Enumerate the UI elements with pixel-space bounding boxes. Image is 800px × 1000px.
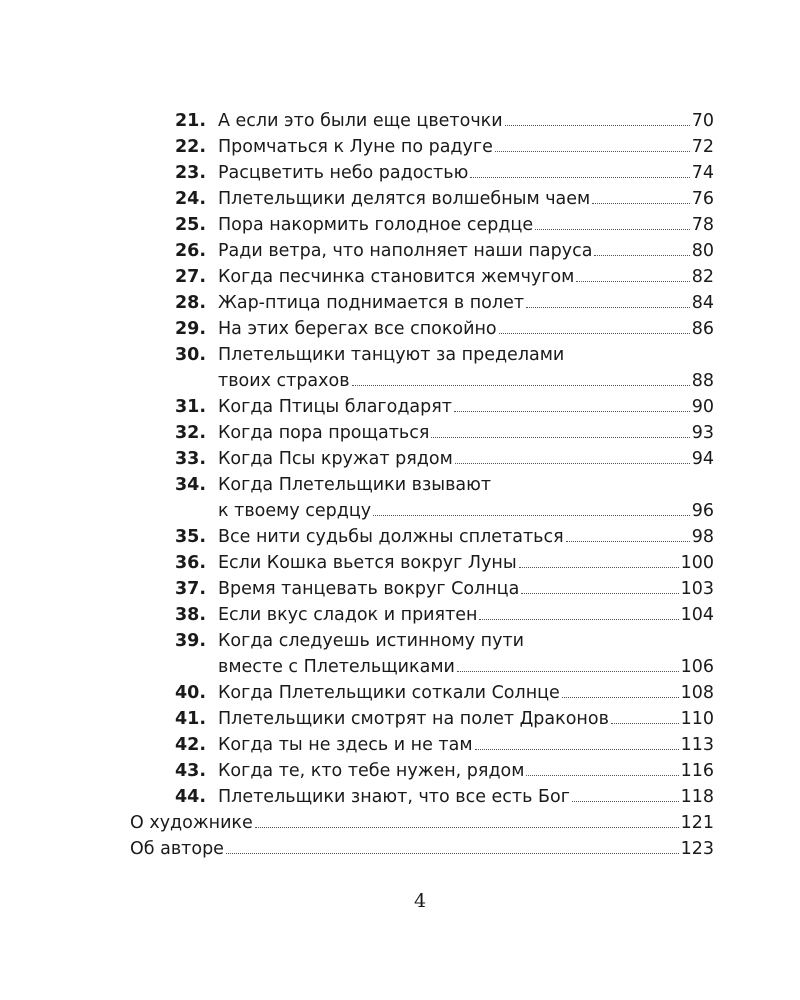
entry-number: 44.	[174, 787, 206, 807]
entry-title: Пора накормить голодное сердце	[218, 215, 534, 235]
entry-title: Когда песчинка становится жемчугом	[218, 267, 575, 287]
entry-number: 28.	[174, 293, 206, 313]
entry-title: Ради ветра, что наполняет наши паруса	[218, 241, 593, 261]
entry-number: 40.	[174, 683, 206, 703]
entry-number: 32.	[174, 423, 206, 443]
dot-leader	[255, 827, 679, 828]
entry-page: 113	[680, 735, 714, 755]
toc-entry	[130, 758, 714, 784]
entry-title: Все нити судьбы должны сплетаться	[218, 527, 564, 547]
dot-leader	[479, 619, 678, 620]
entry-number: 42.	[174, 735, 206, 755]
entry-page: 106	[680, 657, 714, 677]
entry-title: Когда Плетельщики взывают	[218, 475, 492, 495]
entry-title-continuation: к твоему сердцу	[218, 501, 372, 521]
dot-leader	[526, 307, 690, 308]
entry-title: Когда следуешь истинному пути	[218, 631, 525, 651]
entry-page: 98	[691, 527, 714, 547]
entry-number: 25.	[174, 215, 206, 235]
entry-title: Когда Птицы благодарят	[218, 397, 452, 417]
dot-leader	[373, 515, 690, 516]
toc-entry	[130, 134, 714, 160]
toc-entry	[130, 550, 714, 576]
entry-page: 72	[691, 137, 714, 157]
entry-page: 93	[691, 423, 714, 443]
extra-page: 121	[680, 813, 714, 833]
toc-entry	[130, 706, 714, 732]
entry-number: 24.	[174, 189, 206, 209]
entry-title: Когда те, кто тебе нужен, рядом	[218, 761, 525, 781]
entry-title: Время танцевать вокруг Солнца	[218, 579, 520, 599]
entry-number: 37.	[174, 579, 206, 599]
toc-entry	[130, 108, 714, 134]
toc-entry	[130, 576, 714, 602]
entry-page: 103	[680, 579, 714, 599]
entry-title: Промчаться к Луне по радуге	[218, 137, 493, 157]
entry-page: 100	[680, 553, 714, 573]
entry-page: 82	[691, 267, 714, 287]
entry-number: 27.	[174, 267, 206, 287]
entry-number: 22.	[174, 137, 206, 157]
extra-title: О художнике	[130, 813, 253, 833]
dot-leader	[526, 775, 678, 776]
extra-title: Об авторе	[130, 839, 224, 859]
entry-page: 110	[680, 709, 714, 729]
toc-entry	[130, 680, 714, 706]
entry-title: Плетельщики знают, что все есть Бог	[218, 787, 570, 807]
entry-page: 84	[691, 293, 714, 313]
entry-number: 26.	[174, 241, 206, 261]
entry-page: 94	[691, 449, 714, 469]
entry-title: Плетельщики смотрят на полет Драконов	[218, 709, 609, 729]
toc-entry	[130, 394, 714, 420]
entry-page: 96	[691, 501, 714, 521]
entry-number: 38.	[174, 605, 206, 625]
entry-title: Расцветить небо радостью	[218, 163, 469, 183]
toc-entry	[130, 160, 714, 186]
entry-title: Когда Плетельщики соткали Солнце	[218, 683, 560, 703]
dot-leader	[535, 229, 690, 230]
extra-page: 123	[680, 839, 714, 859]
entry-page: 104	[680, 605, 714, 625]
dot-leader	[455, 463, 690, 464]
toc-entry	[130, 290, 714, 316]
toc-entry	[130, 316, 714, 342]
entry-page: 116	[680, 761, 714, 781]
entry-number: 34.	[174, 475, 206, 495]
toc-entry	[130, 472, 714, 498]
entry-number: 30.	[174, 345, 206, 365]
entry-title: Жар-птица поднимается в полет	[218, 293, 525, 313]
dot-leader	[352, 385, 690, 386]
dot-leader	[611, 723, 679, 724]
toc-entry	[130, 446, 714, 472]
entry-number: 23.	[174, 163, 206, 183]
entry-number: 29.	[174, 319, 206, 339]
dot-leader	[572, 801, 679, 802]
dot-leader	[505, 125, 690, 126]
entry-page: 76	[691, 189, 714, 209]
toc-extra-entry	[130, 836, 714, 862]
entry-number: 43.	[174, 761, 206, 781]
dot-leader	[499, 333, 690, 334]
toc-entry	[130, 784, 714, 810]
entry-number: 39.	[174, 631, 206, 651]
entry-title: Если Кошка вьется вокруг Луны	[218, 553, 517, 573]
dot-leader	[594, 255, 689, 256]
dot-leader	[226, 853, 679, 854]
dot-leader	[576, 281, 689, 282]
entry-number: 31.	[174, 397, 206, 417]
toc-entry	[130, 186, 714, 212]
dot-leader	[566, 541, 690, 542]
entry-title-continuation: вместе с Плетельщиками	[218, 657, 455, 677]
entry-title: На этих берегах все спокойно	[218, 319, 497, 339]
entry-page: 74	[691, 163, 714, 183]
toc-entry	[130, 602, 714, 628]
toc-entry	[130, 342, 714, 368]
page-number: 4	[413, 890, 427, 912]
entry-number: 36.	[174, 553, 206, 573]
entry-title-continuation: твоих страхов	[218, 371, 350, 391]
toc-entry	[130, 628, 714, 654]
toc-entry	[130, 524, 714, 550]
entry-page: 80	[691, 241, 714, 261]
toc-entry-continuation	[130, 498, 714, 524]
entry-title: Когда Псы кружат рядом	[218, 449, 453, 469]
table-of-contents	[130, 108, 714, 862]
entry-page: 70	[691, 111, 714, 131]
entry-number: 21.	[174, 111, 206, 131]
toc-entry	[130, 238, 714, 264]
entry-title: А если это были еще цветочки	[218, 111, 503, 131]
entry-number: 33.	[174, 449, 206, 469]
toc-entry-continuation	[130, 654, 714, 680]
entry-title: Плетельщики делятся волшебным чаем	[218, 189, 591, 209]
entry-page: 118	[680, 787, 714, 807]
dot-leader	[562, 697, 679, 698]
dot-leader	[519, 567, 679, 568]
dot-leader	[431, 437, 689, 438]
entry-page: 108	[680, 683, 714, 703]
dot-leader	[592, 203, 689, 204]
dot-leader	[521, 593, 678, 594]
entry-title: Когда пора прощаться	[218, 423, 430, 443]
dot-leader	[495, 151, 690, 152]
dot-leader	[454, 411, 690, 412]
toc-entry	[130, 732, 714, 758]
toc-entry	[130, 212, 714, 238]
entry-title: Плетельщики танцуют за пределами	[218, 345, 565, 365]
entry-page: 90	[691, 397, 714, 417]
entry-page: 86	[691, 319, 714, 339]
entry-number: 41.	[174, 709, 206, 729]
dot-leader	[457, 671, 679, 672]
entry-page: 78	[691, 215, 714, 235]
entry-page: 88	[691, 371, 714, 391]
toc-extra-entry	[130, 810, 714, 836]
toc-entry-continuation	[130, 368, 714, 394]
entry-number: 35.	[174, 527, 206, 547]
dot-leader	[475, 749, 679, 750]
toc-entry	[130, 420, 714, 446]
dot-leader	[470, 177, 689, 178]
entry-title: Когда ты не здесь и не там	[218, 735, 473, 755]
toc-entry	[130, 264, 714, 290]
entry-title: Если вкус сладок и приятен	[218, 605, 478, 625]
